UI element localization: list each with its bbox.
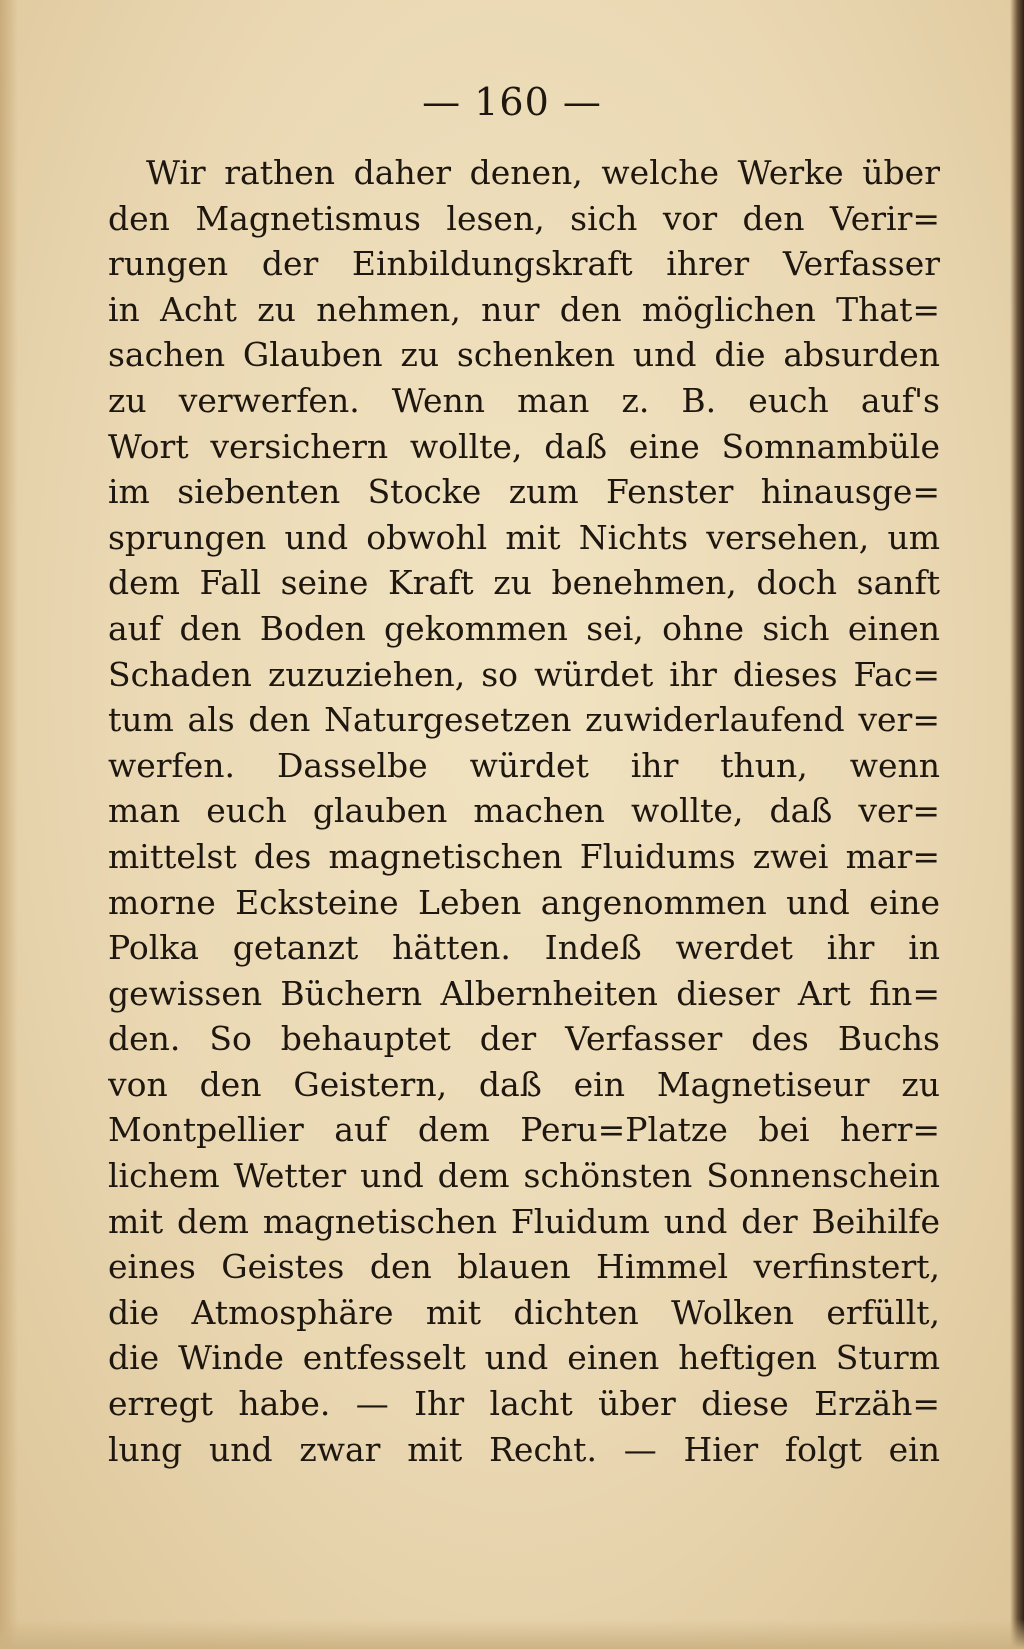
page-number: — 160 — xyxy=(422,80,602,124)
text-line: Montpellier auf dem Peru=Platze bei herr= xyxy=(108,1110,940,1150)
text-line: werfen. Dasselbe würdet ihr thun, wenn xyxy=(108,745,940,785)
text-line: Wort versichern wollte, daß eine Somnambüle xyxy=(108,426,940,466)
text-line: Schaden zuzuziehen, so würdet ihr dieses Fac= xyxy=(108,654,940,694)
page-edge-left xyxy=(0,0,18,1649)
text-line: im siebenten Stocke zum Fenster hinausge= xyxy=(108,472,940,512)
body-text xyxy=(108,150,940,1472)
text-line: auf den Boden gekommen sei, ohne sich einen xyxy=(108,608,940,648)
text-line: dem Fall seine Kraft zu benehmen, doch sanft xyxy=(108,563,940,603)
text-line: sprungen und obwohl mit Nichts versehen, um xyxy=(108,517,940,557)
text-line: den Magnetismus lesen, sich vor den Verir= xyxy=(108,198,940,238)
text-line: mit dem magnetischen Fluidum und der Beihilfe xyxy=(108,1201,940,1241)
text-line: von den Geistern, daß ein Magnetiseur zu xyxy=(108,1064,940,1104)
text-line: sachen Glauben zu schenken und die absurden xyxy=(108,335,940,375)
text-line: mittelst des magnetischen Fluidums zwei mar= xyxy=(108,836,940,876)
text-line: eines Geistes den blauen Himmel verfinstert, xyxy=(108,1247,940,1287)
text-line: man euch glauben machen wollte, daß ver= xyxy=(108,791,940,831)
page-edge-right xyxy=(1010,0,1024,1649)
text-line: erregt habe. — Ihr lacht über diese Erzäh= xyxy=(108,1384,940,1424)
text-line: lung und zwar mit Recht. — Hier folgt ein xyxy=(108,1429,940,1469)
text-line: zu verwerfen. Wenn man z. B. euch auf's xyxy=(108,380,940,420)
text-line: tum als den Naturgesetzen zuwiderlaufend ver= xyxy=(108,700,940,740)
text-line: den. So behauptet der Verfasser des Buchs xyxy=(108,1019,940,1059)
text-line: die Winde entfesselt und einen heftigen Sturm xyxy=(108,1338,940,1378)
text-line: morne Ecksteine Leben angenommen und eine xyxy=(108,882,940,922)
text-line: rungen der Einbildungskraft ihrer Verfasser xyxy=(108,244,940,284)
text-line: Wir rathen daher denen, welche Werke über xyxy=(146,153,940,192)
text-line: gewissen Büchern Albernheiten dieser Art fin= xyxy=(108,973,940,1013)
text-line: in Acht zu nehmen, nur den möglichen That= xyxy=(108,289,940,329)
text-line: lichem Wetter und dem schönsten Sonnenschein xyxy=(108,1156,940,1196)
page-edge-bottom xyxy=(0,1619,1024,1649)
text-line: Polka getanzt hätten. Indeß werdet ihr in xyxy=(108,928,940,968)
text-line: die Atmosphäre mit dichten Wolken erfüllt, xyxy=(108,1292,940,1332)
